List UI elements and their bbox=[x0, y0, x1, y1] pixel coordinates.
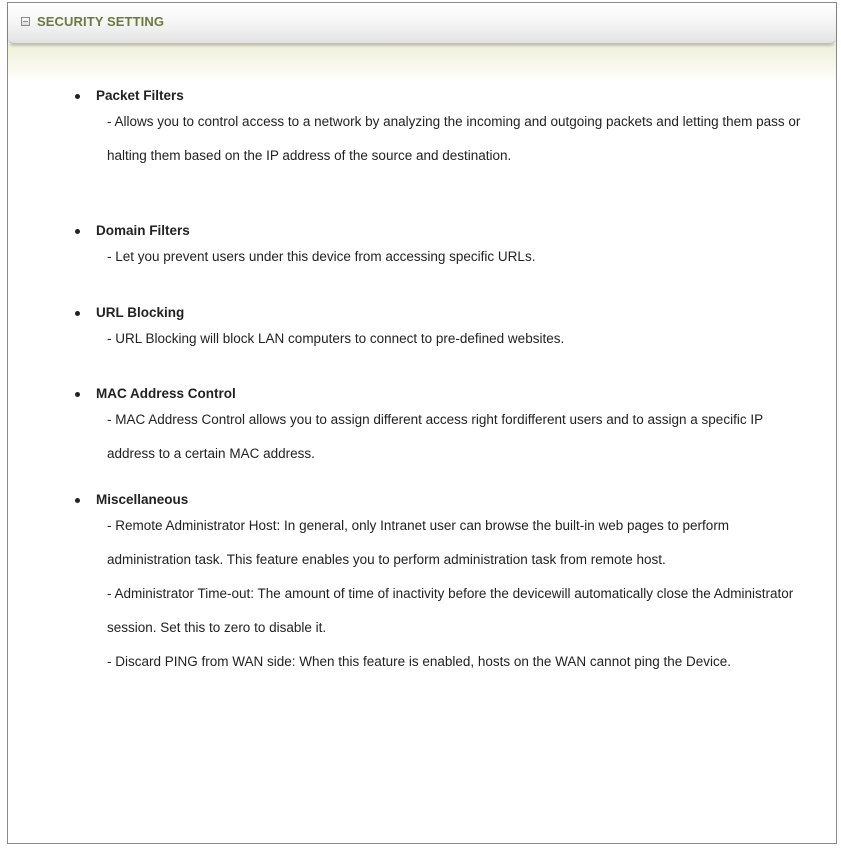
help-content bbox=[8, 87, 836, 679]
section-title: Packet Filters bbox=[96, 88, 184, 103]
panel-title: SECURITY SETTING bbox=[37, 14, 165, 29]
panel-header bbox=[8, 3, 836, 44]
section-domain-filters bbox=[8, 222, 836, 304]
bullet-icon bbox=[75, 94, 80, 99]
description-paragraph: - Remote Administrator Host: In general, only Intranet user can browse the built-in web pages to perform administration task. This feature enables you to perform administration task from remote host. bbox=[107, 518, 730, 567]
header-gradient-band bbox=[8, 44, 836, 82]
description-paragraph: - Allows you to control access to a network by analyzing the incoming and outgoing packets and letting them pass or halting them based on the IP address of the source and destination. bbox=[107, 114, 801, 163]
bullet-icon bbox=[75, 392, 80, 397]
section-title: Domain Filters bbox=[96, 223, 190, 238]
description-paragraph: - MAC Address Control allows you to assign different access right fordifferent users and to assign a specific IP address to a certain MAC address. bbox=[107, 412, 763, 461]
description-paragraph: - URL Blocking will block LAN computers to connect to pre-defined websites. bbox=[107, 331, 565, 346]
section-description bbox=[107, 322, 807, 356]
section-description bbox=[107, 403, 807, 471]
section-url-blocking bbox=[8, 304, 836, 385]
bullet-icon bbox=[75, 498, 80, 503]
section-description bbox=[107, 105, 807, 173]
description-paragraph: - Let you prevent users under this device from accessing specific URLs. bbox=[107, 249, 536, 264]
section-packet-filters bbox=[8, 87, 836, 222]
section-title: Miscellaneous bbox=[96, 492, 189, 507]
section-title: MAC Address Control bbox=[96, 386, 236, 401]
section-description bbox=[107, 509, 807, 679]
window-icon bbox=[21, 17, 30, 26]
bullet-icon bbox=[75, 229, 80, 234]
security-setting-panel bbox=[7, 2, 837, 844]
description-paragraph: - Discard PING from WAN side: When this feature is enabled, hosts on the WAN cannot ping the Device. bbox=[107, 654, 732, 669]
section-mac-address-control bbox=[8, 385, 836, 491]
description-paragraph: - Administrator Time-out: The amount of time of inactivity before the devicewill automatically close the Administrator session. Set this to zero to disable it. bbox=[107, 586, 794, 635]
bullet-icon bbox=[75, 311, 80, 316]
section-description bbox=[107, 240, 807, 274]
section-miscellaneous bbox=[8, 491, 836, 679]
section-title: URL Blocking bbox=[96, 305, 185, 320]
